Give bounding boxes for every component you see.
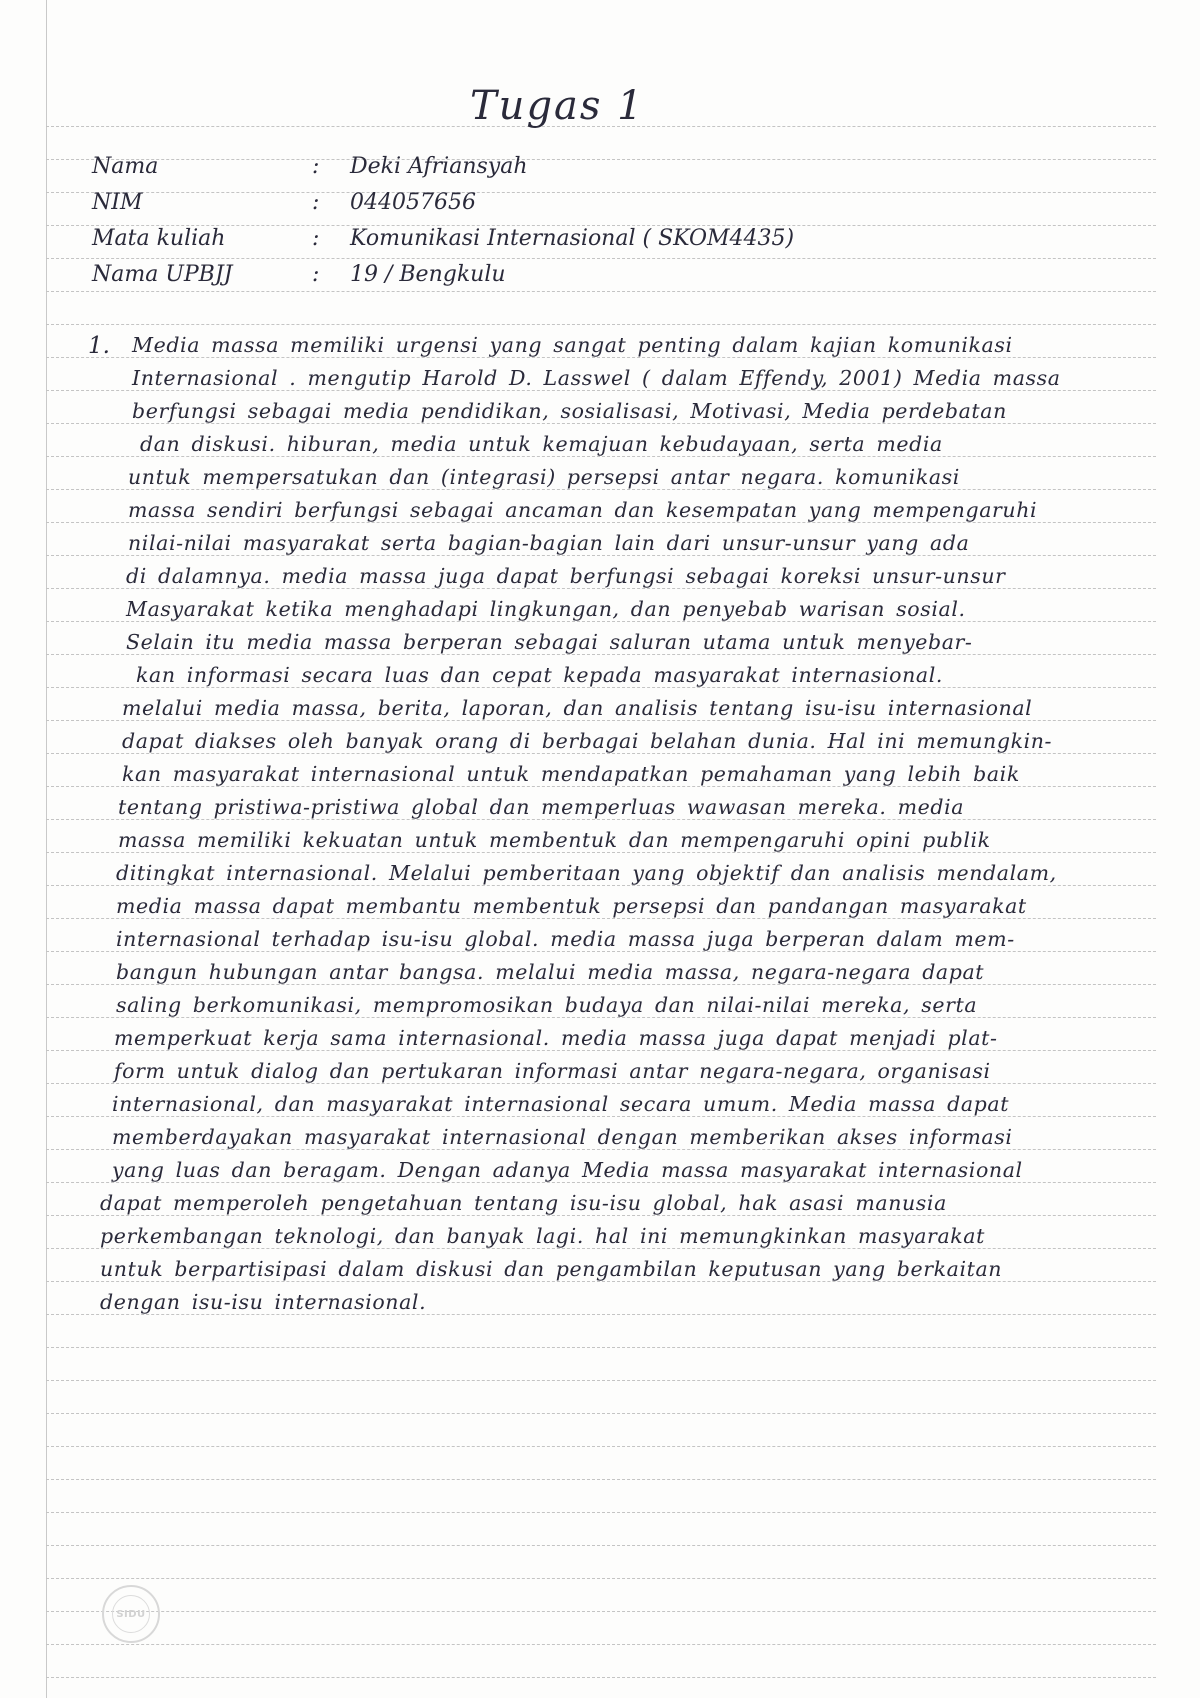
ruled-line — [46, 555, 1156, 557]
upbjj-label: Nama UPBJJ — [92, 262, 233, 287]
ruled-line — [46, 819, 1156, 821]
answer-line: kan informasi secara luas dan cepat kepada masyarakat internasional. — [136, 663, 944, 687]
answer-line: perkembangan teknologi, dan banyak lagi. hal ini memungkinkan masyarakat — [100, 1224, 985, 1248]
answer-line: di dalamnya. media massa juga dapat berfungsi sebagai koreksi unsur-unsur — [126, 564, 1006, 588]
ruled-line — [46, 588, 1156, 590]
ruled-line — [46, 1182, 1156, 1184]
ruled-line — [46, 258, 1156, 260]
ruled-line — [46, 1380, 1156, 1382]
ruled-line — [46, 885, 1156, 887]
answer-line: Internasional . mengutip Harold D. Lasswel ( dalam Effendy, 2001) Media massa — [132, 366, 1061, 390]
ruled-line — [46, 786, 1156, 788]
ruled-line — [46, 918, 1156, 920]
answer-line: untuk mempersatukan dan (integrasi) persepsi antar negara. komunikasi — [128, 465, 960, 489]
ruled-line — [46, 390, 1156, 392]
question-number: 1. — [88, 333, 110, 359]
ruled-line — [46, 1116, 1156, 1118]
answer-line: bangun hubungan antar bangsa. melalui media massa, negara-negara dapat — [116, 960, 985, 984]
ruled-line — [46, 852, 1156, 854]
answer-line: saling berkomunikasi, mempromosikan budaya dan nilai-nilai mereka, serta — [116, 993, 978, 1017]
ruled-line — [46, 1677, 1156, 1679]
ruled-line — [46, 1611, 1156, 1613]
watermark-stamp — [102, 1585, 160, 1643]
ruled-line — [46, 1644, 1156, 1646]
answer-line: ditingkat internasional. Melalui pemberitaan yang objektif dan analisis mendalam, — [116, 861, 1057, 885]
nim-colon: : — [312, 190, 320, 215]
ruled-line — [46, 654, 1156, 656]
ruled-line — [46, 522, 1156, 524]
answer-line: dapat diakses oleh banyak orang di berbagai belahan dunia. Hal ini memungkin- — [122, 729, 1053, 753]
ruled-line — [46, 357, 1156, 359]
ruled-line — [46, 1545, 1156, 1547]
answer-line: melalui media massa, berita, laporan, dan analisis tentang isu-isu internasional — [122, 696, 1033, 720]
upbjj-colon: : — [312, 262, 320, 287]
answer-line: form untuk dialog dan pertukaran informasi antar negara-negara, organisasi — [114, 1059, 991, 1083]
watermark-text: SIDU — [112, 1595, 150, 1633]
answer-line: media massa dapat membantu membentuk persepsi dan pandangan masyarakat — [116, 894, 1027, 918]
ruled-line — [46, 423, 1156, 425]
answer-line: nilai-nilai masyarakat serta bagian-bagian lain dari unsur-unsur yang ada — [128, 531, 970, 555]
margin-line — [46, 0, 47, 1698]
answer-line: berfungsi sebagai media pendidikan, sosialisasi, Motivasi, Media perdebatan — [132, 399, 1007, 423]
nim-label: NIM — [92, 190, 143, 215]
ruled-line — [46, 159, 1156, 161]
ruled-line — [46, 984, 1156, 986]
ruled-line — [46, 291, 1156, 293]
course-label: Mata kuliah — [92, 226, 226, 251]
answer-line: Selain itu media massa berperan sebagai saluran utama untuk menyebar- — [126, 630, 973, 654]
ruled-line — [46, 1050, 1156, 1052]
answer-line: dengan isu-isu internasional. — [100, 1290, 427, 1314]
course-value: Komunikasi Internasional ( SKOM4435) — [350, 226, 795, 251]
name-value: Deki Afriansyah — [350, 154, 528, 179]
name-colon: : — [312, 154, 320, 179]
ruled-line — [46, 1347, 1156, 1349]
course-colon: : — [312, 226, 320, 251]
ruled-line — [46, 1248, 1156, 1250]
ruled-line — [46, 1479, 1156, 1481]
name-label: Nama — [92, 154, 159, 179]
ruled-line — [46, 621, 1156, 623]
ruled-line — [46, 687, 1156, 689]
answer-line: massa sendiri berfungsi sebagai ancaman dan kesempatan yang mempengaruhi — [128, 498, 1038, 522]
answer-line: dapat memperoleh pengetahuan tentang isu-isu global, hak asasi manusia — [100, 1191, 947, 1215]
ruled-line — [46, 1578, 1156, 1580]
ruled-line — [46, 1512, 1156, 1514]
answer-line: untuk berpartisipasi dalam diskusi dan pengambilan keputusan yang berkaitan — [100, 1257, 1003, 1281]
answer-line: yang luas dan beragam. Dengan adanya Media massa masyarakat internasional — [112, 1158, 1023, 1182]
answer-line: memperkuat kerja sama internasional. media massa juga dapat menjadi plat- — [114, 1026, 998, 1050]
answer-line: kan masyarakat internasional untuk mendapatkan pemahaman yang lebih baik — [122, 762, 1020, 786]
ruled-line — [46, 324, 1156, 326]
answer-line: memberdayakan masyarakat internasional dengan memberikan akses informasi — [112, 1125, 1013, 1149]
ruled-line — [46, 753, 1156, 755]
answer-line: internasional, dan masyarakat internasional secara umum. Media massa dapat — [112, 1092, 1010, 1116]
ruled-line — [46, 456, 1156, 458]
ruled-line — [46, 489, 1156, 491]
upbjj-value: 19 / Bengkulu — [350, 262, 506, 287]
ruled-line — [46, 1083, 1156, 1085]
answer-line: dan diskusi. hiburan, media untuk kemajuan kebudayaan, serta media — [140, 432, 943, 456]
answer-line: tentang pristiwa-pristiwa global dan memperluas wawasan mereka. media — [118, 795, 965, 819]
answer-line: Media massa memiliki urgensi yang sangat penting dalam kajian komunikasi — [132, 333, 1013, 357]
ruled-line — [46, 1215, 1156, 1217]
answer-line: Masyarakat ketika menghadapi lingkungan, dan penyebab warisan sosial. — [126, 597, 966, 621]
ruled-line — [46, 192, 1156, 194]
ruled-line — [46, 1149, 1156, 1151]
page-title: Tugas 1 — [470, 83, 645, 129]
ruled-line — [46, 1446, 1156, 1448]
ruled-line — [46, 1281, 1156, 1283]
ruled-line — [46, 951, 1156, 953]
nim-value: 044057656 — [350, 190, 476, 215]
ruled-line — [46, 720, 1156, 722]
ruled-line — [46, 1314, 1156, 1316]
ruled-line — [46, 1413, 1156, 1415]
answer-line: massa memiliki kekuatan untuk membentuk dan mempengaruhi opini publik — [118, 828, 991, 852]
ruled-line — [46, 1017, 1156, 1019]
answer-line: internasional terhadap isu-isu global. media massa juga berperan dalam mem- — [116, 927, 1015, 951]
